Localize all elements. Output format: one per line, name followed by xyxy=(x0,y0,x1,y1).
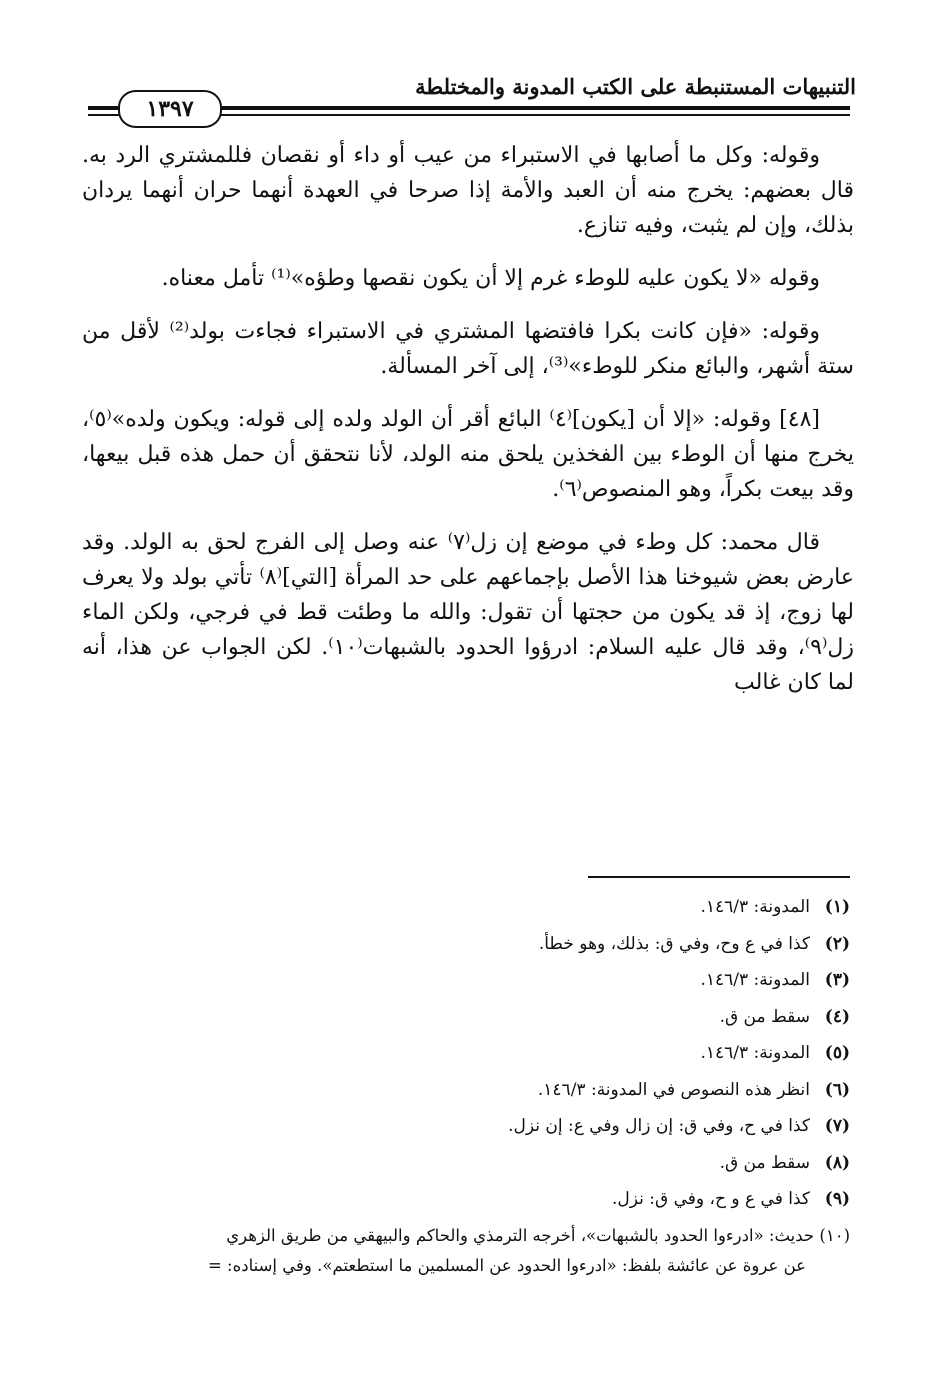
footnote-number: (١٠) xyxy=(819,1225,850,1245)
running-header-title: التنبيهات المستنبطة على الكتب المدونة والمختلطة xyxy=(415,74,856,99)
footnote-text: سقط من ق. xyxy=(719,1006,810,1027)
footnote-number: (٩) xyxy=(824,1189,850,1209)
footnote-separator xyxy=(588,876,850,878)
footnote xyxy=(78,929,850,966)
footnote xyxy=(78,965,850,1002)
footnote-long-line1 xyxy=(78,1221,850,1251)
footnote xyxy=(78,1148,850,1185)
page-number-badge: ١٣٩٧ xyxy=(118,90,222,128)
footnote-number: (٢) xyxy=(824,933,850,954)
footnote-number: (٧) xyxy=(824,1116,850,1136)
footnote xyxy=(78,1038,850,1075)
footnote-number: (١) xyxy=(824,897,850,917)
footnote xyxy=(78,892,850,929)
footnote-text: كذا في ع وح، وفي ق: بذلك، وهو خطأ. xyxy=(538,933,810,954)
footnote-number: (٦) xyxy=(824,1079,850,1100)
footnote xyxy=(78,1002,850,1039)
footnote xyxy=(78,1111,850,1148)
footnote-text: حديث: «ادرءوا الحدود بالشبهات»، أخرجه الترمذي والحاكم والبيهقي من طريق الزهري xyxy=(226,1225,815,1245)
footnote-text: المدونة: ١٤٦/٣. xyxy=(700,1043,810,1063)
paragraph: وقوله: «فإن كانت بكرا فافتضها المشتري في الاستبراء فجاءت بولد⁽²⁾ لأقل من ستة أشهر، والبائع منكر للوطء»⁽³⁾، إلى آخر المسألة. xyxy=(82,319,854,379)
footnote-number: (٣) xyxy=(824,970,850,990)
footnote-text: كذا في ع و ح، وفي ق: نزل. xyxy=(612,1189,810,1209)
footnote-number: (٤) xyxy=(824,1006,850,1027)
main-text xyxy=(82,138,854,718)
footnote-text: كذا في ح، وفي ق: إن زال وفي ع: إن نزل. xyxy=(508,1116,810,1136)
footnote-long-line2: عن عروة عن عائشة بلفظ: «ادرءوا الحدود عن المسلمين ما استطعتم». وفي إسناده: = xyxy=(207,1255,806,1275)
footnote-text: المدونة: ١٤٦/٣. xyxy=(700,897,810,917)
footnotes xyxy=(78,892,850,1281)
paragraph: وقوله: وكل ما أصابها في الاستبراء من عيب أو داء أو نقصان فللمشتري الرد به. قال بعضهم: يخرج منه أن العبد والأمة إذا صرحا في العهدة أنهما حران أنهما يردان بذلك، وإن لم يثبت، وفيه تنازع. xyxy=(82,143,854,238)
footnote-text: المدونة: ١٤٦/٣. xyxy=(700,970,810,990)
footnote-number: (٥) xyxy=(824,1043,850,1063)
paragraph: قال محمد: كل وطء في موضع إن زل⁽٧⁾ عنه وصل إلى الفرج لحق به الولد. وقد عارض بعض شيوخنا هذا الأصل بإجماعهم على حد المرأة [التي]⁽٨⁾ تأتي بولد ولا يعرف لها زوج، إذ قد يكون من حجتها أن تقول: والله ما وطئت قط في فرجي، ولكن الماء زل⁽٩⁾، وقد قال عليه السلام: ادرؤوا الحدود بالشبهات⁽١٠⁾. لكن الجواب عن هذا، أنه لما كان غالب xyxy=(82,530,854,695)
footnote-number: (٨) xyxy=(824,1152,850,1173)
footnote xyxy=(78,1075,850,1112)
footnote-text: انظر هذه النصوص في المدونة: ١٤٦/٣. xyxy=(537,1079,810,1100)
paragraph: وقوله «لا يكون عليه للوطء غرم إلا أن يكون نقصها وطؤه»⁽¹⁾ تأمل معناه. xyxy=(161,266,820,291)
footnote-text: سقط من ق. xyxy=(719,1152,810,1173)
footnote xyxy=(78,1184,850,1221)
footnote-long xyxy=(78,1221,850,1281)
paragraph: [٤٨] وقوله: «إلا أن [يكون]⁽٤⁾ البائع أقر أن الولد ولده إلى قوله: ويكون ولده»⁽٥⁾، يخرج منها أن الوطء بين الفخذين يلحق منه الولد، لأنا نتحقق أن حمل هذه قبل بيعها، وقد بيعت بكراً، وهو المنصوص⁽٦⁾. xyxy=(82,407,854,502)
